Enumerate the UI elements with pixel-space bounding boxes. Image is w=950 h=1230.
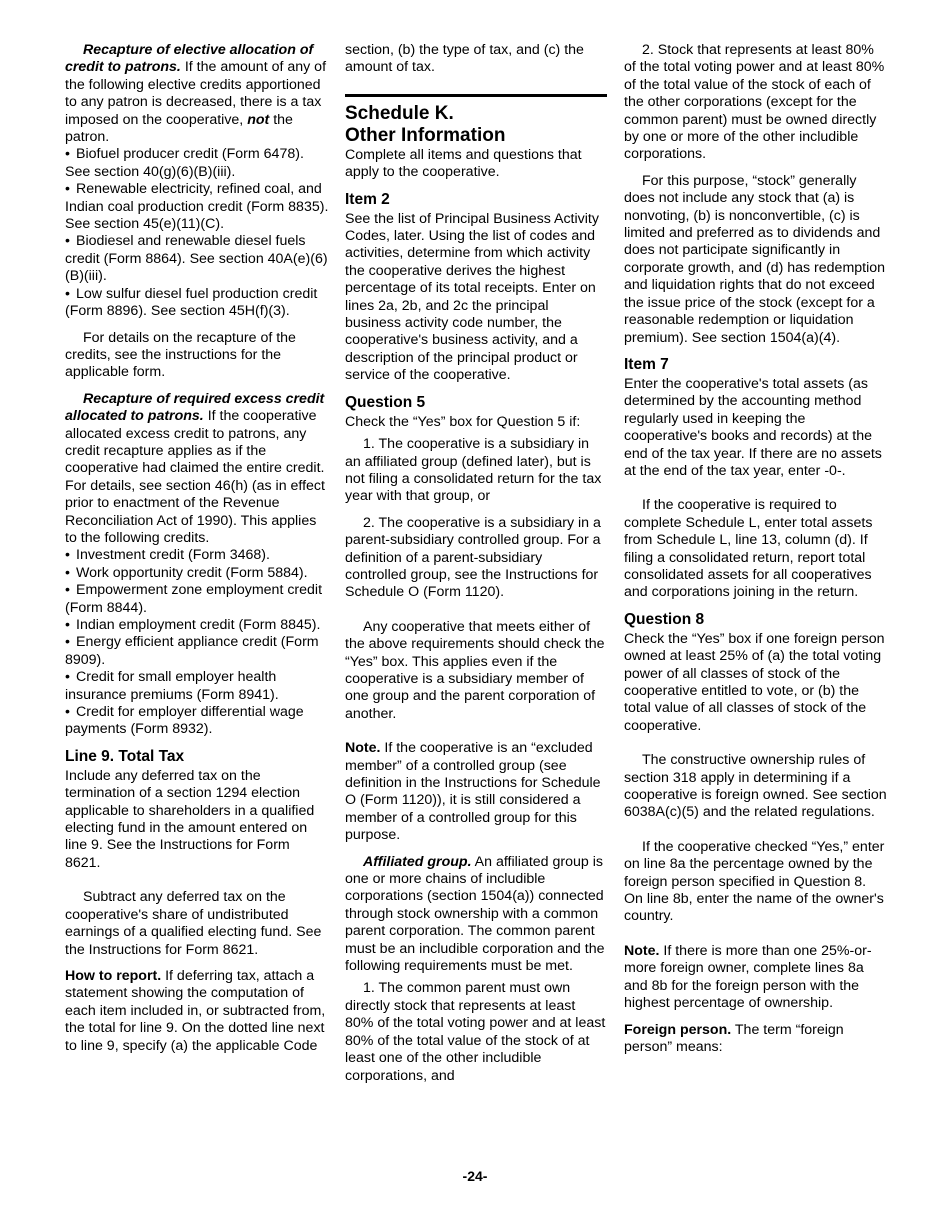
question8-paragraph-1: Check the “Yes” box if one foreign person owned at least 25% of (a) the total voting power of all classes of stock of the cooperative entitled to vote, or (b) the total value of all classes of stock of the cooperative. [624, 630, 885, 734]
item2-heading: Item 2 [345, 190, 390, 208]
bullet-item: • Indian employment credit (Form 8845). [65, 617, 321, 633]
affiliated-requirement-2: 2. Stock that represents at least 80% of the total voting power and at least 80% of the total value of the stock of each of the other corporations (except for the common parent) must be owned directly by one or more of the other includible corporations. [624, 42, 885, 163]
how-to-report-paragraph: How to report. If deferring tax, attach a statement showing the computation of each item included in, or subtracted from, the total for line 9. On the dotted line next to line 9, specify (a) the applicable Code [65, 967, 326, 1054]
bullet-item: • Credit for small employer health insurance premiums (Form 8941). [65, 669, 279, 703]
bullet-item: • Low sulfur diesel fuel production credit (Form 8896). See section 45H(f)(3). [65, 285, 318, 320]
question5-condition-2: 2. The cooperative is a subsidiary in a parent-subsidiary controlled group. For a definition of a parent-subsidiary controlled group, see the Instructions for Schedule O (Form 1120). [345, 514, 601, 601]
column-middle [345, 42, 607, 1085]
bullet-item: • Work opportunity credit (Form 5884). [65, 564, 308, 581]
column-left [65, 42, 329, 1055]
continued-paragraph: section, (b) the type of tax, and (c) the amount of tax. [345, 42, 584, 76]
recapture-excess-heading: Recapture of required excess credit allocated to patrons. [65, 390, 325, 425]
stock-definition-paragraph: For this purpose, “stock” generally does not include any stock that (a) is nonvoting, (b) is nonconvertible, (c) is limited and preferred as to dividends and does not participate significantly in corporate growth, and (d) has redemption and liquidation rights that do not exceed the issue price of the stock (except for a reasonable redemption or liquidation premium). See section 1504(a)(4). [624, 172, 886, 346]
question8-paragraph-3: If the cooperative checked “Yes,” enter on line 8a the percentage owned by the foreign person specified in Question 8. On line 8b, enter the name of the owner's country. [624, 838, 885, 925]
line9-heading: Line 9. Total Tax [65, 747, 185, 765]
bullet-item: • Renewable electricity, refined coal, and Indian coal production credit (Form 8835). See section 45(e)(11)(C). [65, 181, 329, 233]
note-heading: Note. [624, 942, 660, 959]
item7-paragraph-2: If the cooperative is required to complete Schedule L, enter total assets from Schedule L, line 13, column (d). If filing a consolidated return, report total consolidated assets for all cooperatives and corporations joining in the return. [624, 497, 873, 601]
bullet-item: • Credit for employer differential wage payments (Form 8932). [65, 704, 304, 738]
recapture-elective-heading: Recapture of elective allocation of credit to patrons. [65, 42, 314, 76]
question5-intro: Check the “Yes” box for Question 5 if: [345, 413, 581, 430]
foreign-person-heading: Foreign person. [624, 1021, 732, 1038]
recapture-elective-paragraph: Recapture of elective allocation of credit to patrons. If the amount of any of the following elective credits apportioned to any patron is decreased, there is a tax imposed on the cooperative, not the patron. [65, 42, 327, 146]
foreign-person-paragraph: Foreign person. The term “foreign person” means: [624, 1021, 844, 1055]
schedule-k-intro: Complete all items and questions that apply to the cooperative. [345, 146, 582, 181]
note-paragraph: Note. If there is more than one 25%-or-more foreign owner, complete lines 8a and 8b for the foreign person with the highest percentage of ownership. [624, 942, 872, 1012]
note-paragraph: Note. If the cooperative is an “excluded member” of a controlled group (see definition in the Instructions for Schedule O (Form 1120)), it is still considered a member of a controlled group for this purpose. [345, 740, 601, 844]
how-to-report-heading: How to report. [65, 967, 162, 984]
page-number: -24- [462, 1168, 488, 1184]
bullet-item: • Empowerment zone employment credit (Form 8844). [65, 582, 323, 616]
column-right [624, 42, 888, 1056]
affiliated-requirement-1: 1. The common parent must own directly stock that represents at least 80% of the total voting power and at least 80% of the total value of the stock of at least one of the other includible corporations, and [345, 980, 606, 1084]
line9-paragraph-1: Include any deferred tax on the termination of a section 1294 election applicable to shareholders in a qualified electing fund in the amount entered on line 9. See the Instructions for Form 8621. [65, 767, 315, 871]
schedule-k-heading: Schedule K. Other Information [345, 102, 506, 146]
question5-condition-1: 1. The cooperative is a subsidiary in an affiliated group (defined later), but is not filing a consolidated return for the tax year with that group, or [345, 436, 602, 505]
bullet-item: • Energy efficient appliance credit (Form 8909). [65, 634, 319, 668]
affiliated-group-paragraph: Affiliated group. An affiliated group is one or more chains of includible corporations (section 1504(a)) connected through stock ownership with a common parent corporation. The common parent must be an includible corporation and the following requirements must be met. [345, 853, 605, 975]
recapture-details-paragraph: For details on the recapture of the credits, see the instructions for the applicable form. [65, 329, 296, 381]
question8-heading: Question 8 [624, 610, 705, 628]
item7-heading: Item 7 [624, 355, 669, 373]
item7-paragraph-1: Enter the cooperative's total assets (as determined by the accounting method regularly used in keeping the cooperative's books and records) at the end of the tax year. If there are no assets at the end of the tax year, enter -0-. [624, 375, 882, 479]
question5-paragraph: Any cooperative that meets either of the above requirements should check the “Yes” box. This applies even if the cooperative is a subsidiary member of one group and the parent corporation of another. [345, 618, 605, 722]
question5-heading: Question 5 [345, 393, 426, 411]
recapture-excess-paragraph: Recapture of required excess credit allocated to patrons. If the cooperative allocated excess credit to patrons, any credit recapture applies as if the cooperative had claimed the entire credit. For details, see section 46(h) (as in effect prior to enactment of the Revenue Reconciliation Act of 1990). This applies to the following credits. [65, 390, 325, 546]
bullet-item: • Biofuel producer credit (Form 6478). See section 40(g)(6)(B)(iii). [65, 146, 304, 180]
bullet-item: • Investment credit (Form 3468). [65, 547, 270, 564]
question8-paragraph-2: The constructive ownership rules of section 318 apply in determining if a cooperative is foreign owned. See section 6038A(c)(5) and the related regulations. [624, 752, 887, 821]
section-rule [345, 94, 607, 97]
bullet-item: • Biodiesel and renewable diesel fuels credit (Form 8864). See section 40A(e)(6)(B)(iii). [65, 233, 328, 285]
item2-paragraph: See the list of Principal Business Activity Codes, later. Using the list of codes and activities, determine from which activity the cooperative derives the highest percentage of its total receipts. Enter on lines 2a, 2b, and 2c the principal business activity code number, the cooperative's business activity, and a description of the principal product or service of the cooperative. [345, 210, 599, 384]
affiliated-group-heading: Affiliated group. [363, 853, 472, 870]
note-heading: Note. [345, 740, 381, 757]
line9-paragraph-2: Subtract any deferred tax on the cooperative's share of undistributed earnings of a qualified electing fund. See the Instructions for Form 8621. [65, 889, 322, 958]
